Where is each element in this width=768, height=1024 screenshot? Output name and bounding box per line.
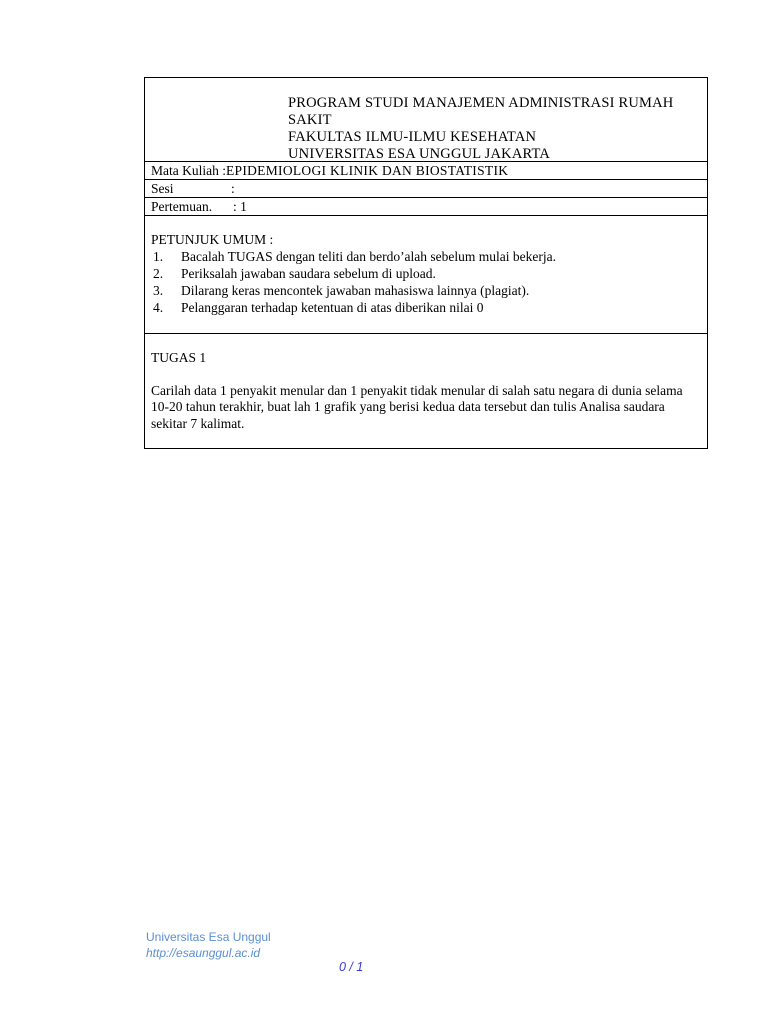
footer-url[interactable]: http://esaunggul.ac.id: [146, 946, 261, 960]
instructions-list: [151, 248, 556, 316]
pertemuan-field: [151, 199, 247, 215]
sesi-label: Sesi: [151, 181, 174, 196]
footer-org: Universitas Esa Unggul: [146, 930, 271, 944]
row-divider: [145, 179, 707, 180]
instructions-title: PETUNJUK UMUM :: [151, 232, 274, 247]
header-line: FAKULTAS ILMU-ILMU KESEHATAN: [288, 129, 537, 145]
mata-kuliah-value: EPIDEMIOLOGI KLINIK DAN BIOSTATISTIK: [225, 163, 509, 178]
task-section: [151, 350, 703, 432]
row-divider: [145, 161, 707, 162]
row-divider: [145, 333, 707, 334]
row-divider: [145, 197, 707, 198]
sesi-separator: :: [231, 181, 235, 196]
list-item: 4. Pelanggaran terhadap ketentuan di atas diberikan nilai 0: [153, 300, 484, 315]
general-instructions: [151, 231, 556, 316]
pertemuan-label: Pertemuan.: [151, 199, 213, 214]
header-line: SAKIT: [288, 112, 332, 128]
task-title: TUGAS 1: [151, 350, 207, 365]
assignment-document: [144, 77, 708, 449]
pertemuan-value: : 1: [233, 199, 247, 214]
row-divider: [145, 215, 707, 216]
page-indicator: 0 / 1: [339, 960, 364, 974]
list-item: 3. Dilarang keras mencontek jawaban mahasiswa lainnya (plagiat).: [153, 283, 530, 298]
header-line: UNIVERSITAS ESA UNGGUL JAKARTA: [288, 146, 551, 162]
mata-kuliah-label: Mata Kuliah :: [151, 163, 226, 178]
list-item: 1. Bacalah TUGAS dengan teliti dan berdo’alah sebelum mulai bekerja.: [153, 249, 557, 264]
page-footer: [146, 929, 271, 961]
sesi-field: [151, 181, 235, 197]
task-body: Carilah data 1 penyakit menular dan 1 penyakit tidak menular di salah satu negara di dunia selama 10-20 tahun terakhir, buat lah 1 grafik yang berisi kedua data tersebut dan tulis Analisa saudara sekitar 7 kalimat.: [151, 382, 683, 431]
mata-kuliah-field: [151, 163, 508, 179]
document-header: [288, 95, 673, 163]
header-line: PROGRAM STUDI MANAJEMEN ADMINISTRASI RUMAH: [288, 95, 674, 111]
list-item: 2. Periksalah jawaban saudara sebelum di upload.: [153, 266, 436, 281]
